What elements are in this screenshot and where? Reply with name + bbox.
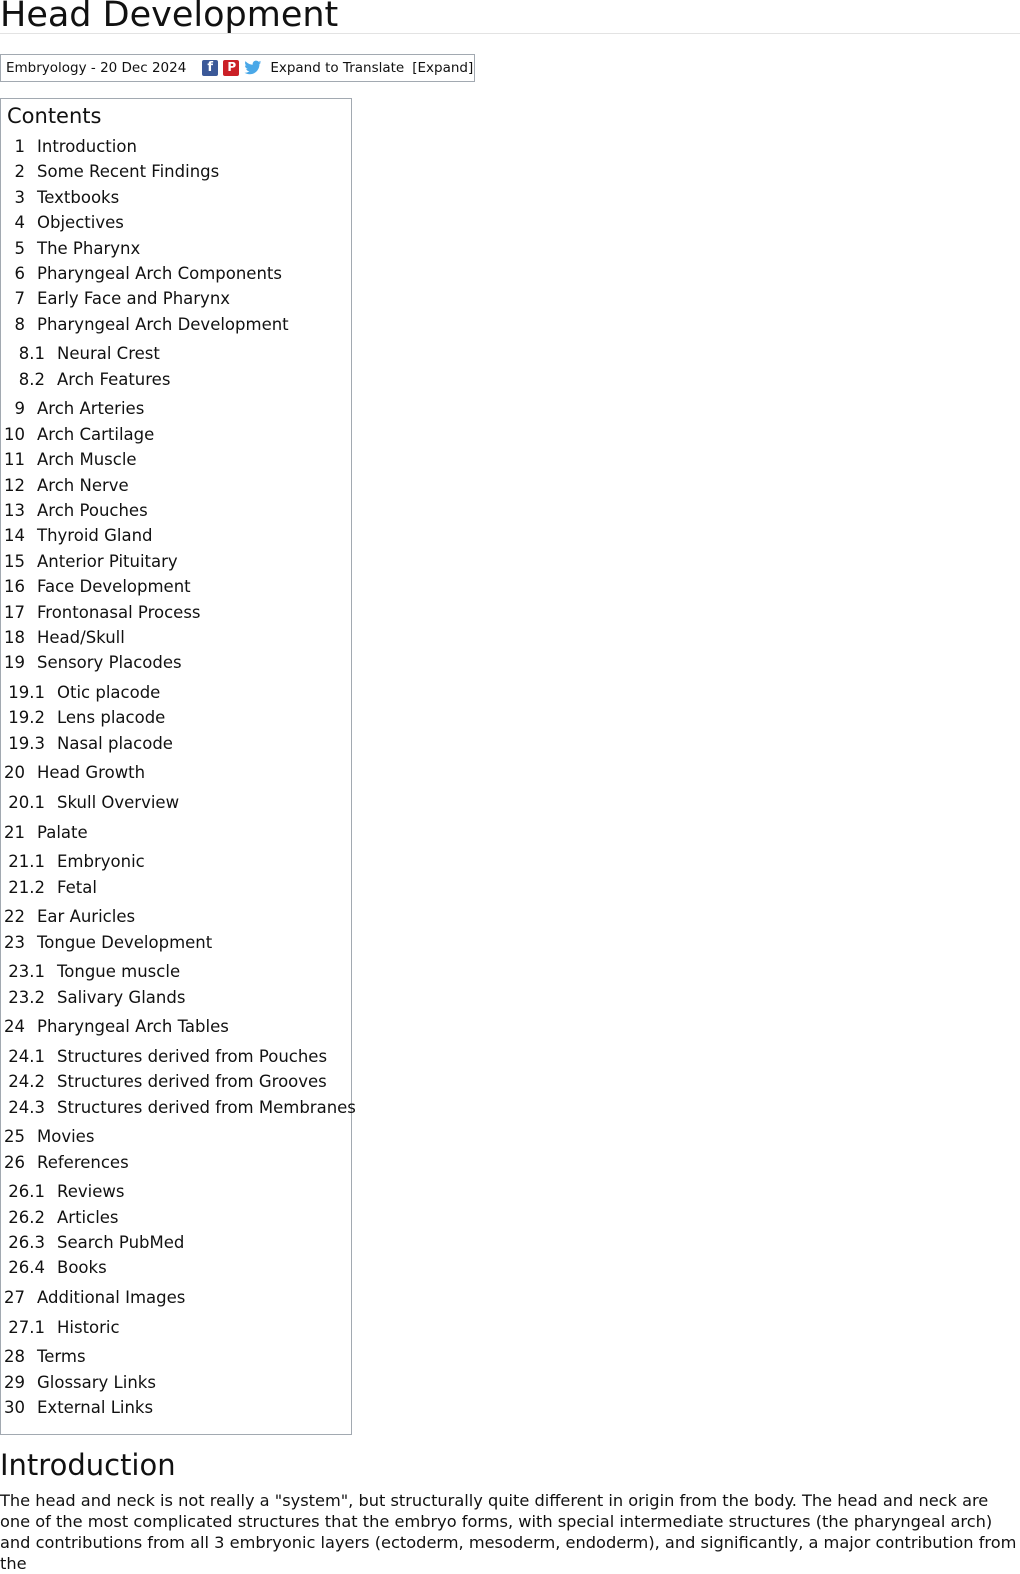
toc-item[interactable] [1,239,140,259]
toc-item-label[interactable]: Arch Nerve [37,475,129,495]
toc-item[interactable] [1,1373,156,1393]
toc-item-label[interactable]: Thyroid Gland [37,526,153,546]
toc-item[interactable] [1,628,125,648]
toc-item-label[interactable]: References [37,1152,129,1172]
toc-item-number: 22 [4,907,25,927]
page-title: Head Development [0,0,1020,34]
toc-item-number: 26 [4,1152,25,1172]
toc-item-label[interactable]: Glossary Links [37,1372,156,1392]
toc-item-label[interactable]: The Pharynx [37,238,141,258]
toc-item[interactable] [1,1017,229,1037]
toc-item-number: 12 [4,475,25,495]
table-of-contents [0,98,356,1435]
toc-item-label[interactable]: Frontonasal Process [37,602,201,622]
introduction-heading: Introduction [0,1448,176,1482]
toc-item-label[interactable]: Arch Muscle [37,450,137,470]
toc-item[interactable] [1,708,165,728]
toc-item-number: 21.2 [8,877,45,897]
toc-item[interactable] [1,1233,184,1253]
toc-item-label[interactable]: Palate [37,822,88,842]
toc-item-number: 8.1 [18,344,45,364]
toc-item-label[interactable]: Arch Pouches [37,501,148,520]
toc-item-label[interactable]: Head/Skull [37,628,125,647]
toc-item-label[interactable]: Articles [57,1207,119,1227]
toc-item-label[interactable]: Neural Crest [57,344,160,364]
toc-item[interactable] [1,370,170,390]
toc-item-label[interactable]: Salivary Glands [57,987,186,1007]
toc-item-number: 4 [14,213,25,233]
toc-item-label[interactable]: Head Growth [37,763,146,783]
toc-item[interactable] [1,1258,107,1278]
toc-item-number: 26.1 [8,1182,45,1202]
toc-item[interactable] [1,1347,86,1367]
toc-item-label[interactable]: Some Recent Findings [37,162,220,182]
toc-item[interactable] [1,603,201,623]
toc-item[interactable] [1,476,129,496]
toc-item-label[interactable]: Textbooks [37,187,120,207]
toc-title: Contents [7,104,102,128]
toc-item-number: 24.3 [8,1097,45,1117]
facebook-icon[interactable] [202,60,218,76]
toc-item-label[interactable]: Additional Images [37,1288,186,1307]
toc-item[interactable] [1,289,230,309]
toc-item-number: 10 [4,424,25,444]
toc-item[interactable] [1,962,180,982]
translate-link[interactable]: Expand to Translate [270,60,405,76]
toc-item-number: 18 [4,628,25,647]
toc-item-number: 5 [14,238,25,258]
toc-item-label[interactable]: Structures derived from Grooves [57,1072,327,1092]
toc-item[interactable] [1,878,97,898]
toc-item-label[interactable]: Books [57,1258,107,1278]
toc-item-number: 27.1 [8,1317,45,1337]
toc-item-number: 2 [14,162,25,182]
toc-item-label[interactable]: Anterior Pituitary [37,551,178,571]
toc-item-label[interactable]: Structures derived from Pouches [57,1046,328,1066]
toc-item-number: 23 [4,932,25,952]
toc-item-number: 14 [4,526,25,546]
toc-item[interactable] [1,852,145,872]
toc-item-number: 1 [14,137,25,156]
toc-item-label[interactable]: Embryonic [57,852,145,872]
toc-item[interactable] [1,315,289,335]
toc-item-label[interactable]: Face Development [37,577,191,597]
toc-item[interactable] [1,763,145,783]
toc-item[interactable] [1,264,282,284]
toc-item-label[interactable]: Nasal placode [57,733,173,753]
toc-item-number: 19.2 [8,708,45,728]
toc-item[interactable] [1,653,182,673]
toc-item-number: 20 [4,763,25,783]
toc-item-label[interactable]: Tongue Development [37,932,213,952]
toc-item-label[interactable]: Pharyngeal Arch Components [37,264,282,283]
toc-item[interactable] [1,823,88,843]
toc-item-number: 28 [4,1347,25,1367]
toc-item-number: 7 [14,289,25,309]
toc-item-label[interactable]: Arch Arteries [37,399,145,419]
toc-item[interactable] [1,1208,119,1228]
toc-item[interactable] [1,1288,185,1308]
toc-item[interactable] [1,1047,327,1067]
toc-item-number: 21.1 [8,852,45,872]
info-bar [0,54,475,82]
toc-item-number: 29 [4,1372,25,1392]
toc-item-number: 24.2 [8,1072,45,1092]
toc-item-number: 6 [14,264,25,283]
toc-item-number: 30 [4,1398,25,1417]
toc-item[interactable] [1,450,137,470]
toc-item-number: 20.1 [8,793,45,812]
toc-item-number: 23.2 [8,987,45,1007]
toc-item[interactable] [1,1098,356,1118]
toc-item[interactable] [1,501,148,521]
toc-item-label[interactable]: Ear Auricles [37,907,136,927]
toc-item-label[interactable]: Early Face and Pharynx [37,289,231,309]
toc-item-number: 15 [4,551,25,571]
toc-item-label[interactable]: Lens placode [57,708,166,728]
toc-item-label[interactable]: Movies [37,1127,95,1147]
toc-item-label[interactable]: Objectives [37,213,124,233]
toc-item-label[interactable]: Pharyngeal Arch Tables [37,1017,229,1037]
toc-item[interactable] [1,1182,124,1202]
toc-item[interactable] [1,188,119,208]
toc-item[interactable] [1,1318,120,1338]
toc-item-label[interactable]: Introduction [37,137,137,156]
toc-item[interactable] [1,683,160,703]
toc-item-label[interactable]: External Links [37,1398,154,1417]
toc-item[interactable] [1,137,137,157]
toc-item-number: 23.1 [8,962,45,982]
toc-item[interactable] [1,933,212,953]
toc-item-label[interactable]: Fetal [57,877,97,897]
toc-item-number: 24.1 [8,1046,45,1066]
toc-item-label[interactable]: Search PubMed [57,1233,185,1252]
toc-item[interactable] [1,734,173,754]
toc-item-label[interactable]: Reviews [57,1182,125,1202]
toc-item[interactable] [1,344,160,364]
toc-item-label[interactable]: Structures derived from Membranes [57,1097,356,1117]
date-stamp: Embryology - 20 Dec 2024 [6,60,187,76]
toc-item-number: 26.4 [8,1258,45,1278]
toc-item[interactable] [1,793,179,813]
toc-item-number: 27 [4,1288,25,1307]
toc-item-number: 9 [14,399,25,419]
toc-item-number: 19 [4,653,25,673]
toc-item-label[interactable]: Sensory Placodes [37,653,182,673]
toc-item-label[interactable]: Arch Cartilage [37,424,155,444]
toc-item-number: 24 [4,1017,25,1037]
toc-item[interactable] [1,907,135,927]
introduction-paragraph: The head and neck is not really a "system", but structurally quite different in origin from the body. The head and neck are one of the most complicated structures that the embryo forms, with special intermediate structures (the pharyngeal arch) and contributions from all 3 embryonic layers (ectoderm, mesoderm, endoderm), and significantly, a major contribution from the [0,1491,1017,1573]
toc-item-number: 25 [4,1127,25,1147]
toc-item-label[interactable]: Pharyngeal Arch Development [37,314,289,334]
toc-item[interactable] [1,1153,129,1173]
toc-item[interactable] [1,577,191,597]
toc-item[interactable] [1,526,153,546]
toc-item[interactable] [1,213,124,233]
toc-item[interactable] [1,1127,94,1147]
toc-item-number: 26.2 [8,1207,45,1227]
toc-item-label[interactable]: Terms [37,1347,86,1367]
toc-item-number: 19.1 [8,683,45,702]
toc-item[interactable] [1,988,185,1008]
twitter-icon[interactable] [244,60,262,76]
toc-item-label[interactable]: Historic [57,1317,120,1337]
expand-link[interactable]: [Expand] [412,60,474,76]
toc-item[interactable] [1,1072,327,1092]
toc-item-number: 17 [4,602,25,622]
toc-item-number: 3 [14,187,25,207]
toc-item-number: 16 [4,577,25,597]
toc-item[interactable] [1,399,144,419]
toc-item-number: 8 [14,314,25,334]
toc-item-label[interactable]: Tongue muscle [57,962,181,982]
toc-item-number: 26.3 [8,1233,45,1252]
toc-item-number: 21 [4,822,25,842]
toc-item[interactable] [1,162,219,182]
toc-item-label[interactable]: Otic placode [57,683,161,702]
toc-item-number: 19.3 [8,733,45,753]
toc-item[interactable] [1,552,178,572]
pinterest-icon[interactable] [223,60,239,76]
toc-item-number: 11 [4,450,25,470]
toc-item[interactable] [1,1398,153,1418]
toc-item-number: 8.2 [18,369,45,389]
toc-item-number: 13 [4,501,25,520]
toc-item-label[interactable]: Skull Overview [57,793,180,812]
toc-item[interactable] [1,425,154,445]
toc-item-label[interactable]: Arch Features [57,369,171,389]
